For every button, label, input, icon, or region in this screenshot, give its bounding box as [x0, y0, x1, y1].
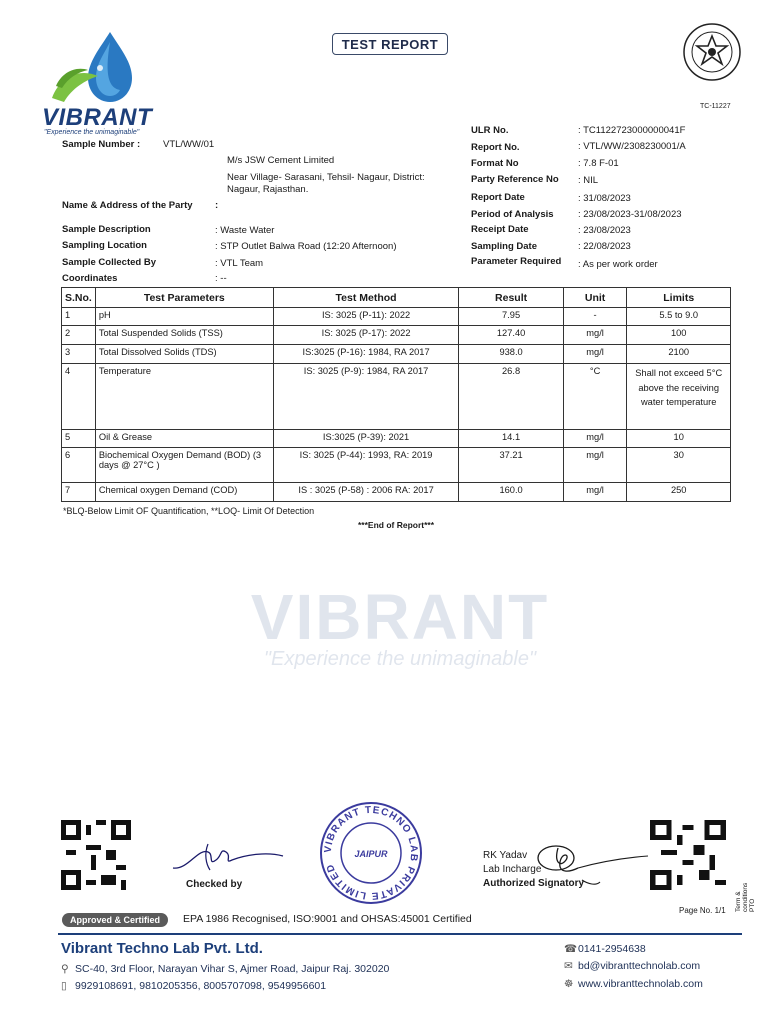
table-row [62, 430, 731, 448]
cell-result: 26.8 [459, 364, 563, 430]
cell-limit: 100 [627, 326, 731, 345]
sample-description-label: Sample Description [62, 224, 151, 235]
table-row [62, 483, 731, 502]
period-analysis-label: Period of Analysis [471, 209, 554, 220]
stamp-ring-text: VIBRANT TECHNO LAB PRIVATE LIMITED [322, 804, 420, 902]
cell-method: IS: 3025 (P-11): 2022 [273, 308, 459, 326]
qr-code-icon [61, 820, 131, 890]
cell-param: Total Dissolved Solids (TDS) [95, 345, 273, 364]
format-no-label: Format No [471, 158, 519, 169]
cell-result: 37.21 [459, 448, 563, 483]
name-address-colon: : [215, 200, 219, 211]
cell-sno: 7 [62, 483, 96, 502]
cell-method: IS : 3025 (P-58) : 2006 RA: 2017 [273, 483, 459, 502]
parameter-required-label: Parameter Required [471, 256, 562, 267]
col-sno: S.No. [62, 288, 96, 308]
col-unit: Unit [563, 288, 627, 308]
cell-result: 14.1 [459, 430, 563, 448]
footer-email[interactable] [564, 960, 700, 972]
col-result: Result [459, 288, 563, 308]
cell-sno: 2 [62, 326, 96, 345]
col-test-parameters: Test Parameters [95, 288, 273, 308]
sample-number-value: VTL/WW/01 [163, 139, 215, 150]
phone-icon: ☎ [564, 943, 578, 955]
cell-param: pH [95, 308, 273, 326]
report-no-label: Report No. [471, 142, 520, 153]
cell-method: IS: 3025 (P-44): 1993, RA: 2019 [273, 448, 459, 483]
globe-icon: ☸ [564, 978, 574, 990]
table-row [62, 326, 731, 345]
page-number: Page No. 1/1 [679, 906, 726, 915]
watermark [220, 580, 580, 671]
sampling-date-value: : 22/08/2023 [578, 241, 631, 252]
footer-mobiles-text: 9929108691, 9810205356, 8005707098, 9549956601 [75, 980, 327, 992]
period-analysis-value: : 23/08/2023-31/08/2023 [578, 209, 682, 220]
cell-result: 938.0 [459, 345, 563, 364]
checked-by-label: Checked by [186, 879, 243, 890]
cell-sno: 4 [62, 364, 96, 430]
cell-sno: 1 [62, 308, 96, 326]
sample-description-value: : Waste Water [215, 225, 275, 236]
qr-code-icon [650, 820, 720, 890]
cell-limit: 2100 [627, 345, 731, 364]
mobile-icon: ▯ [61, 980, 67, 992]
cell-result: 7.95 [459, 308, 563, 326]
sample-collected-value: : VTL Team [215, 258, 264, 269]
footer-phone-text: 0141-2954638 [578, 943, 646, 955]
accreditation-seal-icon [682, 22, 742, 82]
location-pin-icon: ⚲ [61, 963, 69, 975]
party-ref-label: Party Reference No [471, 174, 559, 185]
cell-limit: Shall not exceed 5°C above the receiving water temperature [627, 364, 731, 430]
format-no-value: : 7.8 F-01 [578, 158, 619, 169]
certification-text: EPA 1986 Recognised, ISO:9001 and OHSAS:45001 Certified [183, 913, 472, 925]
mail-icon: ✉ [564, 960, 573, 972]
cell-param: Biochemical Oxygen Demand (BOD) (3 days @ 27°C ) [95, 448, 273, 483]
table-header-row [62, 288, 731, 308]
cell-method: IS: 3025 (P-9): 1984, RA 2017 [273, 364, 459, 430]
signer-name: RK Yadav [483, 850, 528, 861]
cell-param: Chemical oxygen Demand (COD) [95, 483, 273, 502]
watermark-name: VIBRANT [250, 581, 550, 653]
cell-param: Total Suspended Solids (TSS) [95, 326, 273, 345]
terms-vertical: Term & conditions PTO [735, 882, 756, 912]
results-table [61, 287, 731, 502]
footer-address [61, 963, 389, 975]
report-no-value: : VTL/WW/2308230001/A [578, 141, 686, 152]
cell-unit: mg/l [563, 345, 627, 364]
sampling-date-label: Sampling Date [471, 241, 537, 252]
company-stamp [318, 800, 424, 906]
cell-unit: mg/l [563, 448, 627, 483]
watermark-tagline: "Experience the unimaginable" [263, 648, 537, 670]
coordinates-label: Coordinates [62, 273, 118, 284]
footer-email-text[interactable]: bd@vibranttechnolab.com [578, 960, 701, 972]
sample-collected-label: Sample Collected By [62, 257, 156, 268]
approved-certified-badge: Approved & Certified [62, 913, 168, 927]
footer-website[interactable] [564, 978, 703, 990]
table-row [62, 448, 731, 483]
signer-role: Lab Incharge [483, 864, 542, 875]
sampling-location-value: : STP Outlet Balwa Road (12:20 Afternoon) [215, 241, 397, 252]
authorized-signatory-label: Authorized Signatory [483, 878, 585, 889]
authorized-signature-icon [530, 842, 650, 892]
logo-drop-icon [40, 28, 170, 108]
table-row [62, 308, 731, 326]
footer-phone [564, 943, 646, 955]
cell-limit: 30 [627, 448, 731, 483]
checked-by-signature-icon [168, 838, 288, 878]
logo-tagline: "Experience the unimaginable" [44, 129, 140, 136]
report-date-value: : 31/08/2023 [578, 193, 631, 204]
cell-result: 160.0 [459, 483, 563, 502]
footer-company-name: Vibrant Techno Lab Pvt. Ltd. [61, 940, 263, 957]
cell-method: IS:3025 (P-16): 1984, RA 2017 [273, 345, 459, 364]
footer-divider [58, 933, 742, 935]
cell-sno: 6 [62, 448, 96, 483]
cell-result: 127.40 [459, 326, 563, 345]
cell-unit: mg/l [563, 430, 627, 448]
party-ref-value: : NIL [578, 175, 599, 186]
cell-unit: °C [563, 364, 627, 430]
sample-number-label: Sample Number : [62, 139, 141, 150]
footer-mobiles [61, 980, 326, 992]
receipt-date-value: : 23/08/2023 [578, 225, 631, 236]
cell-limit: 10 [627, 430, 731, 448]
sampling-location-label: Sampling Location [62, 240, 147, 251]
stamp-city: JAIPUR [354, 849, 388, 859]
report-title: TEST REPORT [332, 33, 448, 55]
col-test-method: Test Method [273, 288, 459, 308]
ulr-label: ULR No. [471, 125, 509, 136]
cell-limit: 5.5 to 9.0 [627, 308, 731, 326]
footnote: *BLQ-Below Limit OF Quantification, **LOQ- Limit Of Detection [63, 506, 315, 516]
cell-param: Temperature [95, 364, 273, 430]
cell-param: Oil & Grease [95, 430, 273, 448]
receipt-date-label: Receipt Date [471, 224, 529, 235]
accreditation-number: TC-11227 [700, 103, 731, 110]
ulr-value: : TC1122723000000041F [578, 125, 686, 136]
report-date-label: Report Date [471, 192, 525, 203]
cell-method: IS: 3025 (P-17): 2022 [273, 326, 459, 345]
cell-unit: - [563, 308, 627, 326]
cell-unit: mg/l [563, 483, 627, 502]
name-address-label: Name & Address of the Party [62, 200, 193, 211]
col-limits: Limits [627, 288, 731, 308]
table-row [62, 364, 731, 430]
logo-name: VIBRANT [42, 104, 153, 131]
party-name: M/s JSW Cement Limited [227, 155, 335, 166]
footer-address-text: SC-40, 3rd Floor, Narayan Vihar S, Ajmer Road, Jaipur Raj. 302020 [75, 963, 390, 975]
cell-unit: mg/l [563, 326, 627, 345]
cell-sno: 5 [62, 430, 96, 448]
footer-website-text[interactable]: www.vibranttechnolab.com [578, 978, 703, 990]
parameter-required-value: : As per work order [578, 259, 658, 270]
cell-method: IS:3025 (P-39): 2021 [273, 430, 459, 448]
cell-sno: 3 [62, 345, 96, 364]
party-address-line-2: Nagaur, Rajasthan. [227, 184, 309, 195]
coordinates-value: : -- [215, 273, 227, 284]
end-of-report: ***End of Report*** [358, 520, 435, 530]
party-address-line-1: Near Village- Sarasani, Tehsil- Nagaur, District: [227, 172, 425, 183]
table-row [62, 345, 731, 364]
cell-limit: 250 [627, 483, 731, 502]
